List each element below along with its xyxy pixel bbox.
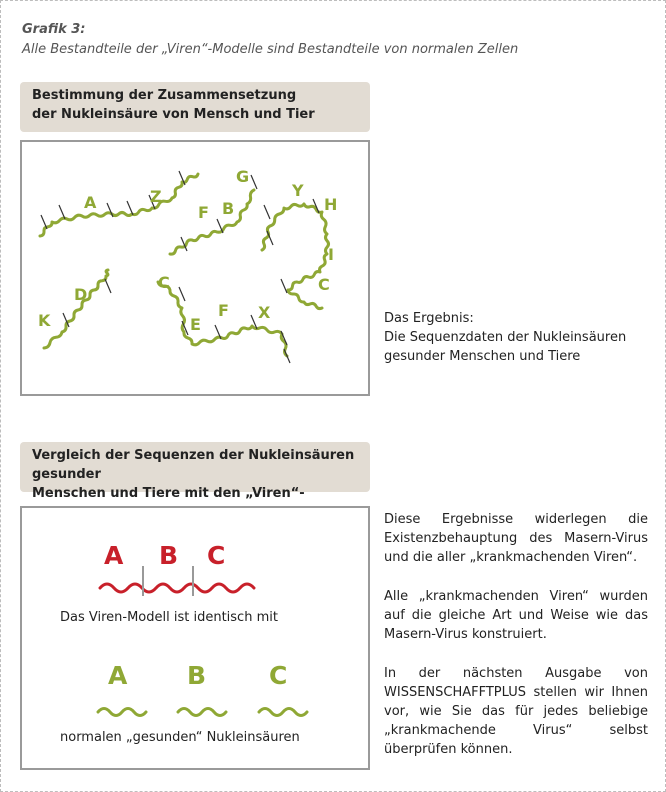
- strand-letter: I: [328, 245, 334, 264]
- strand-letter: Z: [150, 187, 162, 206]
- virus-letter-a: A: [104, 541, 124, 570]
- strand-marker: [59, 205, 65, 219]
- identisch-text: Das Viren-Modell ist identisch mit: [60, 610, 278, 625]
- strand-letter: D: [74, 285, 88, 304]
- strand-marker: [179, 287, 185, 301]
- strand-letter: G: [236, 167, 250, 186]
- conclusion-para1: Diese Ergebnisse widerlegen die Existenzbehauptung des Masern-Virus und die aller „krankmachenden Viren“.: [384, 512, 648, 565]
- strand-letter: K: [38, 311, 51, 330]
- strand-fb: [170, 190, 254, 254]
- result-text: [384, 309, 654, 366]
- virus-strand: [100, 584, 254, 592]
- grafik-label: Grafik 3:: [22, 22, 86, 37]
- strand-marker: [251, 175, 257, 189]
- virus-letter-b: B: [159, 541, 179, 570]
- strands-box: [20, 140, 370, 396]
- strand-letter: H: [324, 195, 338, 214]
- strand-letter: C: [318, 275, 330, 294]
- strand-marker: [127, 201, 133, 215]
- normal-letter-a: A: [108, 661, 128, 690]
- strand-dk: [44, 270, 108, 348]
- normal-letter-c: C: [269, 661, 288, 690]
- section2-heading: [20, 442, 370, 501]
- virus-letter-c: C: [207, 541, 226, 570]
- strand-marker: [264, 205, 270, 219]
- section1-heading-line1: Bestimmung der Zusammensetzung: [32, 88, 297, 103]
- comparison-box: [20, 506, 370, 770]
- strand-letter: A: [84, 193, 97, 212]
- strands-diagram: [22, 142, 368, 394]
- normal-strand-a: [98, 709, 146, 716]
- result-line1: Das Ergebnis:: [384, 311, 474, 326]
- strand-marker: [281, 279, 287, 293]
- normal-letter-b: B: [187, 661, 207, 690]
- result-line2: Die Sequenzdaten der Nukleinsäuren: [384, 330, 627, 345]
- strand-letter: X: [258, 303, 271, 322]
- conclusion-para2: Alle „krankmachenden Viren“ wurden auf die gleiche Art und Weise wie das Masern-Virus konstruiert.: [384, 589, 648, 642]
- result-line3: gesunder Menschen und Tiere: [384, 349, 581, 364]
- normal-strand-c: [259, 709, 307, 716]
- normal-strand-b: [178, 709, 226, 716]
- strand-marker: [107, 203, 113, 217]
- conclusion-para3: In der nächsten Ausgabe von WISSENSCHAFFTPLUS stellen wir Ihnen vor, wie Sie das für jedes beliebige „krankmachende Virus“ selbst überprüfen können.: [384, 666, 648, 757]
- section1-heading-line2: der Nukleinsäure von Mensch und Tier: [32, 107, 315, 122]
- section2-heading-line1: Vergleich der Sequenzen der Nukleinsäuren gesunder: [32, 448, 355, 482]
- normal-text: normalen „gesunden“ Nukleinsäuren: [60, 730, 300, 745]
- strand-letter: F: [198, 203, 209, 222]
- section1-heading: [20, 82, 370, 132]
- strand-letter: F: [218, 301, 229, 320]
- strand-letter: E: [190, 315, 201, 334]
- strand-letter: B: [222, 199, 235, 218]
- strand-az: [40, 174, 198, 236]
- strand-letter: C: [158, 273, 170, 292]
- strand-letter: Y: [292, 181, 304, 200]
- grafik-caption: Alle Bestandteile der „Viren“-Modelle sind Bestandteile von normalen Zellen: [22, 42, 519, 57]
- strand-marker: [105, 279, 111, 293]
- section2-heading-line2: Menschen und Tiere mit den „Viren“-: [32, 486, 305, 501]
